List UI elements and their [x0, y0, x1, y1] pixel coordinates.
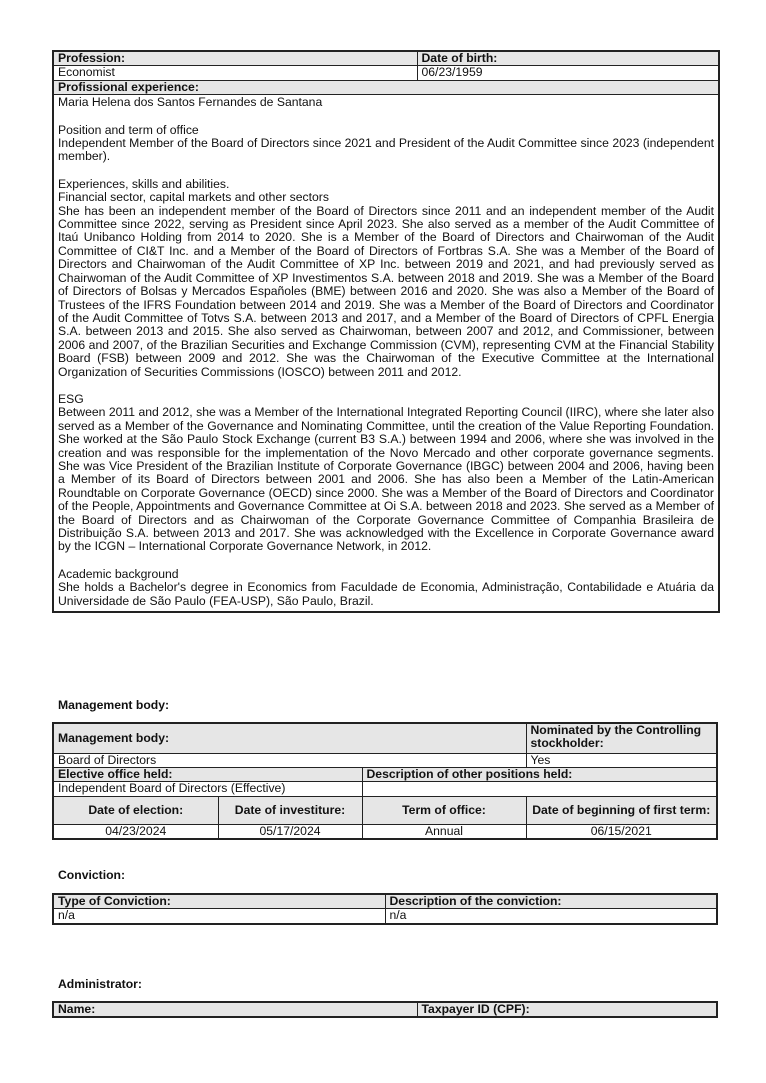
conviction-type-label: Type of Conviction:: [53, 894, 385, 909]
management-table: [52, 722, 718, 840]
person-name: Maria Helena dos Santos Fernandes de Santana: [58, 95, 323, 110]
first-term-label: Date of beginning of first term:: [526, 796, 717, 824]
esg-text: Between 2011 and 2012, she was a Member of the International Integrated Reporting Council (IIRC), where she later also served as a Member of the Governance and Nominating Committee, until the creation of the Value Reporting Foundation. She worked at the São Paulo Stock Exchange (current B3 S.A.) between 1994 and 2006, where she was involved in the creation and was responsible for the implementation of the Novo Mercado and other corporate governance segments. She was Vice President of the Brazilian Institute of Corporate Governance (IBGC) between 2004 and 2006, having been a Member of its Board of Directors between 2001 and 2006. She has also been a Member of the Latin-American Roundtable on Corporate Governance (OECD) since 2000. She was a Member of the Board of Directors and Coordinator of the People, Appointments and Governance Committee at Oi S.A. between 2018 and 2023. She served as a Member of the Board of Directors and as Chairwoman of the Corporate Governance Committee of Companhia Brasileira de Distribuição S.A. between 2013 and 2017. She was acknowledged with the Excellence in Corporate Governance award by the ICGN – International Corporate Governance Network, in 2012.: [58, 405, 714, 554]
esg-heading: ESG: [58, 391, 84, 406]
elective-value: Independent Board of Directors (Effective): [53, 782, 362, 796]
election-date-label: Date of election:: [53, 796, 218, 824]
body-label: Management body:: [53, 723, 526, 753]
election-date-value: 04/23/2024: [53, 824, 218, 839]
position-heading: Position and term of office: [58, 122, 199, 137]
first-term-value: 06/15/2021: [526, 824, 717, 839]
administrator-cpf-label: Taxpayer ID (CPF):: [417, 1002, 717, 1017]
profession-value: Economist: [53, 66, 417, 80]
administrator-name-label: Name:: [53, 1002, 417, 1017]
academic-text: She holds a Bachelor's degree in Economics from Faculdade de Economia, Administração, Contabilidade e Atuária da Universidade de São Paulo (FEA-USP), São Paulo, Brazil.: [58, 580, 714, 608]
conviction-section-title: Conviction:: [58, 868, 126, 882]
other-positions-value: [362, 782, 717, 796]
investiture-date-value: 05/17/2024: [218, 824, 362, 839]
nominated-label: Nominated by the Controlling stockholder:: [526, 723, 717, 753]
dob-value: 06/23/1959: [417, 66, 719, 80]
profession-label: Profession:: [53, 51, 417, 66]
nominated-value: Yes: [526, 753, 717, 767]
dob-label: Date of birth:: [417, 51, 719, 66]
term-value: Annual: [362, 824, 526, 839]
administrator-section-title: Administrator:: [58, 977, 142, 991]
investiture-label: Date of investiture:: [218, 796, 362, 824]
skills-heading: Experiences, skills and abilities.: [58, 176, 230, 191]
sector-text: She has been an independent member of the Board of Directors since 2011 and an independent member of the Audit Committee since 2022, serving as President since April 2023. She also served as a member of the Audit Committee of Itaú Unibanco Holding from 2014 to 2020. She is a Member of the Board of Directors and Chairwoman of the Audit Committee of CI&T Inc. and a Member of the Board of Directors of Fortbras S.A. She was a Member of the Board of Directors and Chairwoman of the Audit Committee of XP Inc. between 2019 and 2021, and had previously served as Chairwoman of the Audit Committee of XP Investimentos S.A. between 2018 and 2019. She was a Member of the Board of Directors of Bolsas y Mercados Españoles (BME) between 2016 and 2020. She was also a Member of the Board of Trustees of the IFRS Foundation between 2014 and 2019. She was a Member of the Board of Directors and Coordinator of the Audit Committee of Totvs S.A. between 2013 and 2017, and a Member of the Board of Directors of CPFL Energia S.A. between 2013 and 2015. She also served as Chairwoman, between 2007 and 2012, and Commissioner, between 2006 and 2007, of the Brazilian Securities and Exchange Commission (CVM), representing CVM at the Financial Stability Board (FSB) between 2009 and 2012. She was the Chairwoman of the Executive Committee at the International Organization of Securities Commissions (IOSCO) between 2011 and 2012.: [58, 203, 714, 379]
management-section-title: Management body:: [58, 698, 170, 712]
academic-heading: Academic background: [58, 566, 179, 581]
administrator-table: [52, 1001, 718, 1018]
conviction-type-value: n/a: [53, 909, 385, 924]
term-label: Term of office:: [362, 796, 526, 824]
conviction-table: [52, 893, 718, 925]
other-positions-label: Description of other positions held:: [362, 767, 717, 781]
experience-label: Profissional experience:: [53, 80, 719, 94]
sector-heading: Financial sector, capital markets and other sectors: [58, 190, 329, 205]
body-value: Board of Directors: [53, 753, 526, 767]
position-text: Independent Member of the Board of Directors since 2021 and President of the Audit Committee since 2023 (independent member).: [58, 136, 714, 164]
experience-body: [53, 95, 719, 612]
conviction-description-label: Description of the conviction:: [385, 894, 717, 909]
elective-label: Elective office held:: [53, 767, 362, 781]
conviction-description-value: n/a: [385, 909, 717, 924]
profile-table: [52, 50, 720, 613]
